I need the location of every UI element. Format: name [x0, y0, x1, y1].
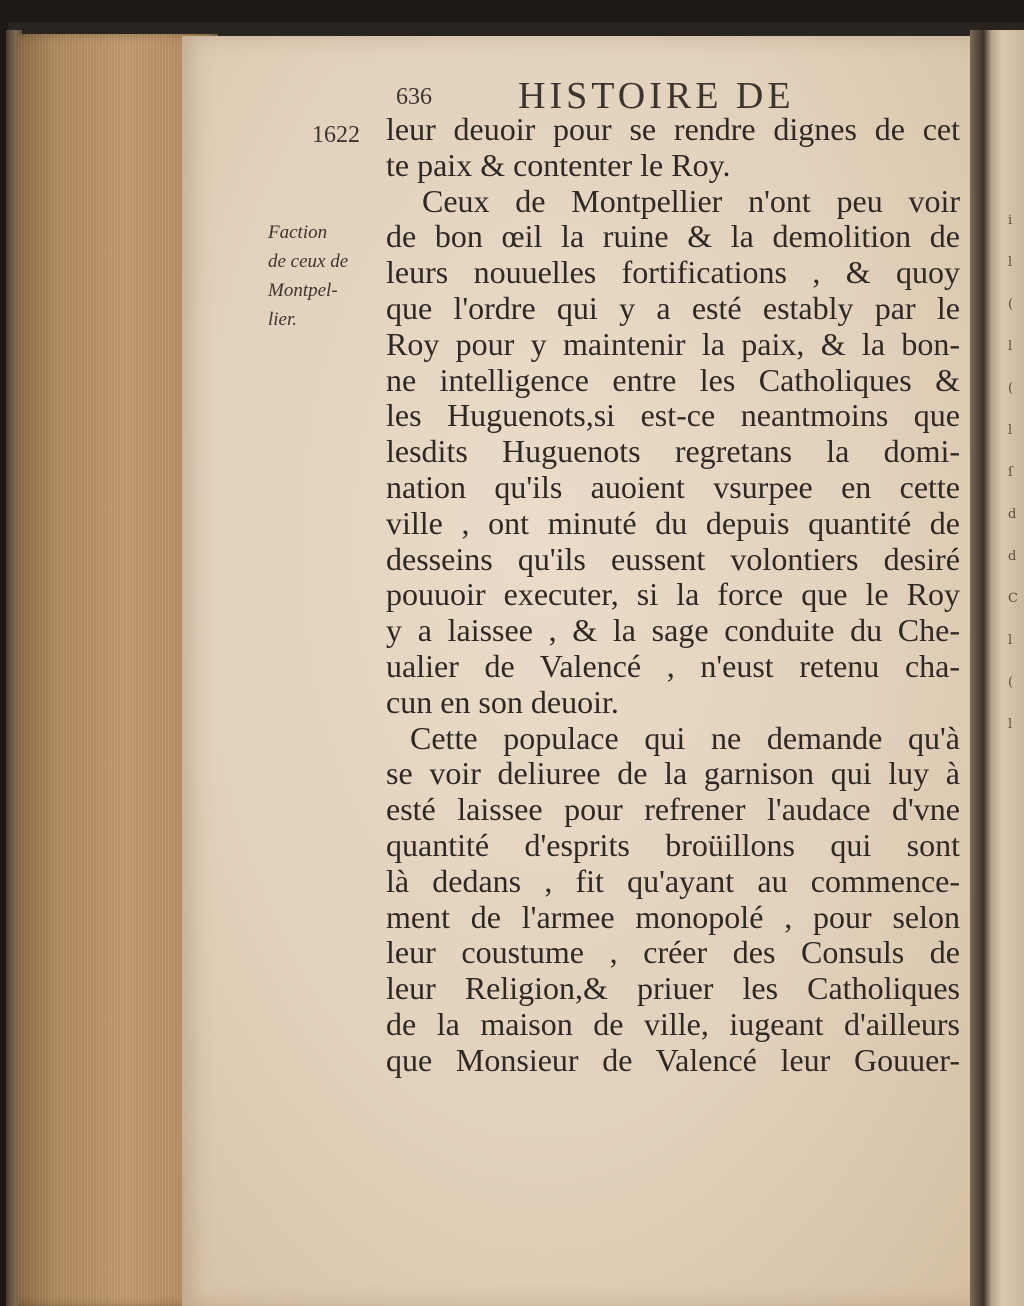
- margin-note-line: lier.: [268, 309, 298, 330]
- text-line: quantité d'esprits broüillons qui sont: [386, 826, 960, 863]
- adjacent-page-mark: i: [1008, 213, 1013, 228]
- adjacent-page-mark: d: [1008, 549, 1017, 564]
- adjacent-page-mark: l: [1008, 717, 1013, 732]
- margin-note-line: Montpel-: [268, 280, 338, 301]
- text-line: cun en son deuoir.: [386, 683, 619, 720]
- text-line: nation qu'ils auoient vsurpee en cette: [386, 468, 960, 505]
- margin-note-line: de ceux de: [268, 251, 349, 272]
- text-line: Ceux de Montpellier n'ont peu voir: [422, 182, 960, 219]
- adjacent-page-mark: l: [1008, 633, 1013, 648]
- adjacent-page-marks: [1008, 200, 1018, 746]
- adjacent-page-mark: C: [1008, 591, 1018, 606]
- page-number: 636: [396, 84, 432, 110]
- text-line: Cette populace qui ne demande qu'à: [410, 719, 960, 756]
- text-line: leur coustume , créer des Consuls de: [386, 934, 960, 971]
- text-line: ment de l'armee monopolé , pour selon: [386, 898, 960, 935]
- text-line: esté laissee pour refrener l'audace d'vne: [386, 791, 960, 828]
- adjacent-page-mark: (: [1008, 297, 1014, 312]
- text-line: te paix & contenter le Roy.: [386, 146, 731, 183]
- adjacent-page-mark: l: [1008, 423, 1013, 438]
- text-line: que l'ordre qui y a esté estably par le: [386, 289, 960, 326]
- text-line: de bon œil la ruine & la demolition de: [386, 218, 960, 255]
- text-line: se voir deliuree de la garnison qui luy à: [386, 755, 960, 792]
- margin-year: 1622: [312, 122, 360, 148]
- margin-note-line: Faction: [268, 222, 328, 243]
- adjacent-page-mark: d: [1008, 507, 1017, 522]
- text-line: de la maison de ville, iugeant d'ailleurs: [386, 1005, 960, 1042]
- adjacent-page-mark: l: [1008, 255, 1013, 270]
- text-line: leur Religion,& priuer les Catholiques: [386, 970, 960, 1007]
- text-line: ne intelligence entre les Catholiques &: [386, 361, 960, 398]
- text-line: Roy pour y maintenir la paix, & la bon-: [386, 325, 960, 362]
- adjacent-page-mark: l: [1008, 339, 1013, 354]
- margin-note: [268, 218, 384, 334]
- text-line: là dedans , fit qu'ayant au commence-: [386, 862, 960, 899]
- body-text: [386, 112, 960, 1079]
- text-line: ualier de Valencé , n'eust retenu cha-: [386, 647, 960, 684]
- text-line: pouuoir executer, si la force que le Roy: [386, 576, 960, 613]
- text-line: ville , ont minuté du depuis quantité de: [386, 504, 960, 541]
- text-line: les Huguenots,si est-ce neantmoins que: [386, 397, 960, 434]
- text-line: leur deuoir pour se rendre dignes de cet: [386, 111, 960, 147]
- text-line: que Monsieur de Valencé leur Gouuer-: [386, 1041, 960, 1078]
- text-line: y a laissee , & la sage conduite du Che-: [386, 612, 960, 649]
- running-head: HISTOIRE DE: [518, 75, 795, 117]
- adjacent-page-mark: (: [1008, 675, 1014, 690]
- adjacent-page-mark: ſ: [1008, 465, 1013, 480]
- text-line: lesdits Huguenots regretans la domi-: [386, 433, 960, 470]
- text-line: leurs nouuelles fortifications , & quoy: [386, 254, 960, 291]
- text-line: desseins qu'ils eussent volontiers desiré: [386, 540, 960, 577]
- adjacent-page-mark: (: [1008, 381, 1014, 396]
